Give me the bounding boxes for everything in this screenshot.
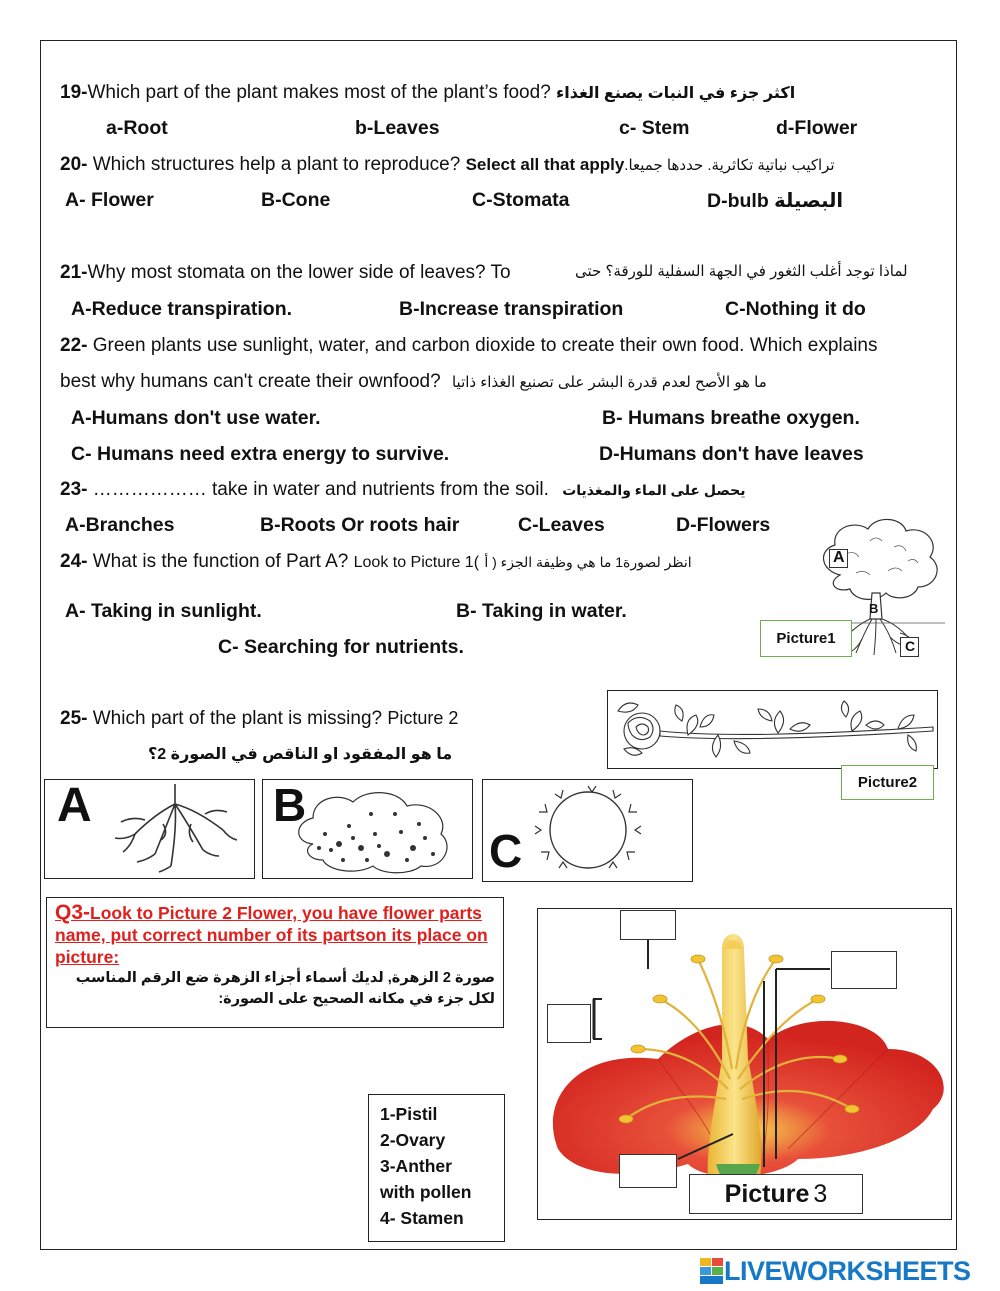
q21-question bbox=[60, 262, 511, 284]
q25-option-b-letter: B bbox=[273, 779, 307, 831]
picture1-part-a-marker bbox=[829, 549, 848, 568]
q20-question bbox=[60, 154, 835, 176]
picture3-frame bbox=[537, 908, 952, 1220]
q24-option-c[interactable]: C- Searching for nutrients. bbox=[218, 636, 464, 658]
rose-stem-image bbox=[608, 691, 937, 768]
flower-part-4: 4- Stamen bbox=[380, 1208, 464, 1228]
picture2-label: Picture2 bbox=[841, 765, 934, 800]
flower-part-1: 1-Pistil bbox=[380, 1104, 438, 1124]
q19-option-a[interactable]: a-Root bbox=[106, 117, 168, 139]
q24-arabic: انظر لصورة1 ما هي وظيفة الجزء ( أ bbox=[484, 554, 692, 570]
q25-option-b-leaves[interactable] bbox=[262, 779, 473, 879]
q24-small-text: Look to Picture 1( bbox=[353, 554, 480, 571]
q22-question-line2 bbox=[60, 371, 767, 393]
picture2-frame bbox=[607, 690, 938, 769]
q21-option-a[interactable]: A-Reduce transpiration. bbox=[71, 298, 293, 320]
q20-option-a[interactable]: A- Flower bbox=[65, 189, 154, 211]
q3-arabic: صورة 2 الزهرة, لديك أسماء أجزاء الزهرة ضع الرقم المناسب لكل جزء في مكانه الصحيح على الصورة: bbox=[75, 970, 495, 1007]
picture3-label-number: 3 bbox=[813, 1179, 828, 1208]
q25-option-c-letter: C bbox=[489, 825, 523, 877]
q23-question bbox=[60, 479, 746, 501]
q21-arabic: لماذا توجد أغلب الثغور في الجهة السفلية للورقة؟ حتى bbox=[575, 263, 908, 280]
q19-number: 19- bbox=[60, 82, 88, 103]
answer-box-top-right[interactable] bbox=[831, 951, 897, 989]
liveworksheets-logo[interactable] bbox=[700, 1254, 992, 1288]
q24-option-a[interactable]: A- Taking in sunlight. bbox=[65, 600, 262, 622]
q24-text: What is the function of Part A? bbox=[87, 551, 349, 572]
flower-part-2: 2-Ovary bbox=[380, 1130, 446, 1150]
picture1-part-c-marker bbox=[900, 637, 919, 657]
q23-option-b[interactable]: B-Roots Or roots hair bbox=[260, 514, 460, 536]
q20-number: 20- bbox=[60, 154, 88, 175]
q25-small-text: Picture 2 bbox=[387, 708, 459, 728]
canopy-icon bbox=[283, 784, 468, 876]
q3-prefix: Q3- bbox=[55, 901, 91, 924]
q22-option-d[interactable]: D-Humans don't have leaves bbox=[599, 443, 864, 465]
liveworksheets-logo-icon bbox=[700, 1258, 724, 1284]
q3-instructions bbox=[46, 897, 504, 1028]
picture3-label-text: Picture bbox=[724, 1179, 810, 1208]
q22-number: 22- bbox=[60, 335, 88, 356]
q24-number: 24- bbox=[60, 551, 88, 572]
q21-text: Why most stomata on the lower side of leaves? To bbox=[87, 262, 511, 283]
q19-option-b[interactable]: b-Leaves bbox=[355, 117, 440, 139]
q23-option-c[interactable]: C-Leaves bbox=[518, 514, 605, 536]
picture1-part-c-label: C bbox=[905, 638, 916, 654]
q25-text: Which part of the plant is missing? bbox=[92, 708, 383, 729]
q24-question bbox=[60, 551, 692, 573]
sun-icon bbox=[523, 782, 653, 878]
picture1-label: Picture1 bbox=[760, 620, 852, 657]
q25-option-c-sun[interactable] bbox=[482, 779, 693, 882]
liveworksheets-logo-text: LIVEWORKSHEETS bbox=[724, 1255, 971, 1286]
q23-number: 23- bbox=[60, 479, 88, 500]
q22-text-line1: Green plants use sunlight, water, and carbon dioxide to create their own food. Which explains bbox=[92, 335, 878, 356]
q25-option-a-letter: A bbox=[57, 779, 92, 832]
roots-icon bbox=[105, 784, 245, 876]
q20-option-b[interactable]: B-Cone bbox=[261, 189, 331, 211]
q21-option-b[interactable]: B-Increase transpiration bbox=[399, 298, 624, 320]
q22-option-b[interactable]: B- Humans breathe oxygen. bbox=[602, 407, 860, 429]
q23-option-d[interactable]: D-Flowers bbox=[676, 514, 771, 536]
q22-option-c[interactable]: C- Humans need extra energy to survive. bbox=[71, 443, 450, 465]
q22-text-line2: best why humans can't create their ownfood? bbox=[60, 371, 441, 392]
picture1-part-b-label: B bbox=[869, 601, 879, 616]
answer-box-top-left[interactable] bbox=[620, 910, 676, 940]
q3-text: Look to Picture 2 Flower, you have flower parts name, put correct number of its partson its place on picture: bbox=[55, 903, 488, 967]
q25-number: 25- bbox=[60, 708, 88, 729]
q22-arabic: ما هو الأصح لعدم قدرة البشر على تصنيع الغذاء ذاتيا bbox=[451, 374, 767, 391]
q21-option-c[interactable]: C-Nothing it do bbox=[725, 298, 866, 320]
answer-box-bottom[interactable] bbox=[619, 1154, 677, 1188]
q19-text: Which part of the plant makes most of the plant’s food? bbox=[87, 82, 551, 103]
flower-part-3-cont: with pollen bbox=[380, 1182, 472, 1202]
q19-option-d[interactable]: d-Flower bbox=[776, 117, 858, 139]
q23-option-a[interactable]: A-Branches bbox=[65, 514, 175, 536]
q20-arabic: تراكيب نباتية تكاثرية. حددها جميعا. bbox=[624, 157, 835, 174]
q23-arabic: يحصل على الماء والمغذيات bbox=[562, 482, 746, 498]
q19-option-c[interactable]: c- Stem bbox=[619, 117, 690, 139]
q20-option-d[interactable]: D-bulb البصيلة bbox=[707, 190, 844, 212]
q20-bold-text: Select all that apply bbox=[465, 155, 625, 174]
flower-parts-list bbox=[368, 1094, 505, 1242]
q24-option-b[interactable]: B- Taking in water. bbox=[456, 600, 627, 622]
q20-option-c[interactable]: C-Stomata bbox=[472, 189, 570, 211]
q21-number: 21- bbox=[60, 262, 88, 283]
q22-option-a[interactable]: A-Humans don't use water. bbox=[71, 407, 321, 429]
q19-question bbox=[60, 82, 795, 104]
q25-arabic: ما هو المفقود او الناقص في الصورة 2؟ bbox=[148, 746, 453, 763]
q3-text-block bbox=[55, 902, 495, 968]
q25-option-a-roots[interactable] bbox=[44, 779, 255, 879]
q23-text: ……………… take in water and nutrients from the soil. bbox=[87, 479, 549, 500]
picture1-part-a-label: A bbox=[833, 549, 845, 566]
q25-question bbox=[60, 708, 458, 730]
answer-box-left[interactable] bbox=[547, 1004, 591, 1043]
q19-arabic: اكثر جزء في النبات يصنع الغذاء bbox=[556, 85, 796, 102]
picture3-label bbox=[689, 1174, 863, 1214]
q22-question-line1 bbox=[60, 335, 877, 357]
q20-text: Which structures help a plant to reproduce? bbox=[92, 154, 461, 175]
flower-part-3: 3-Anther bbox=[380, 1156, 452, 1176]
